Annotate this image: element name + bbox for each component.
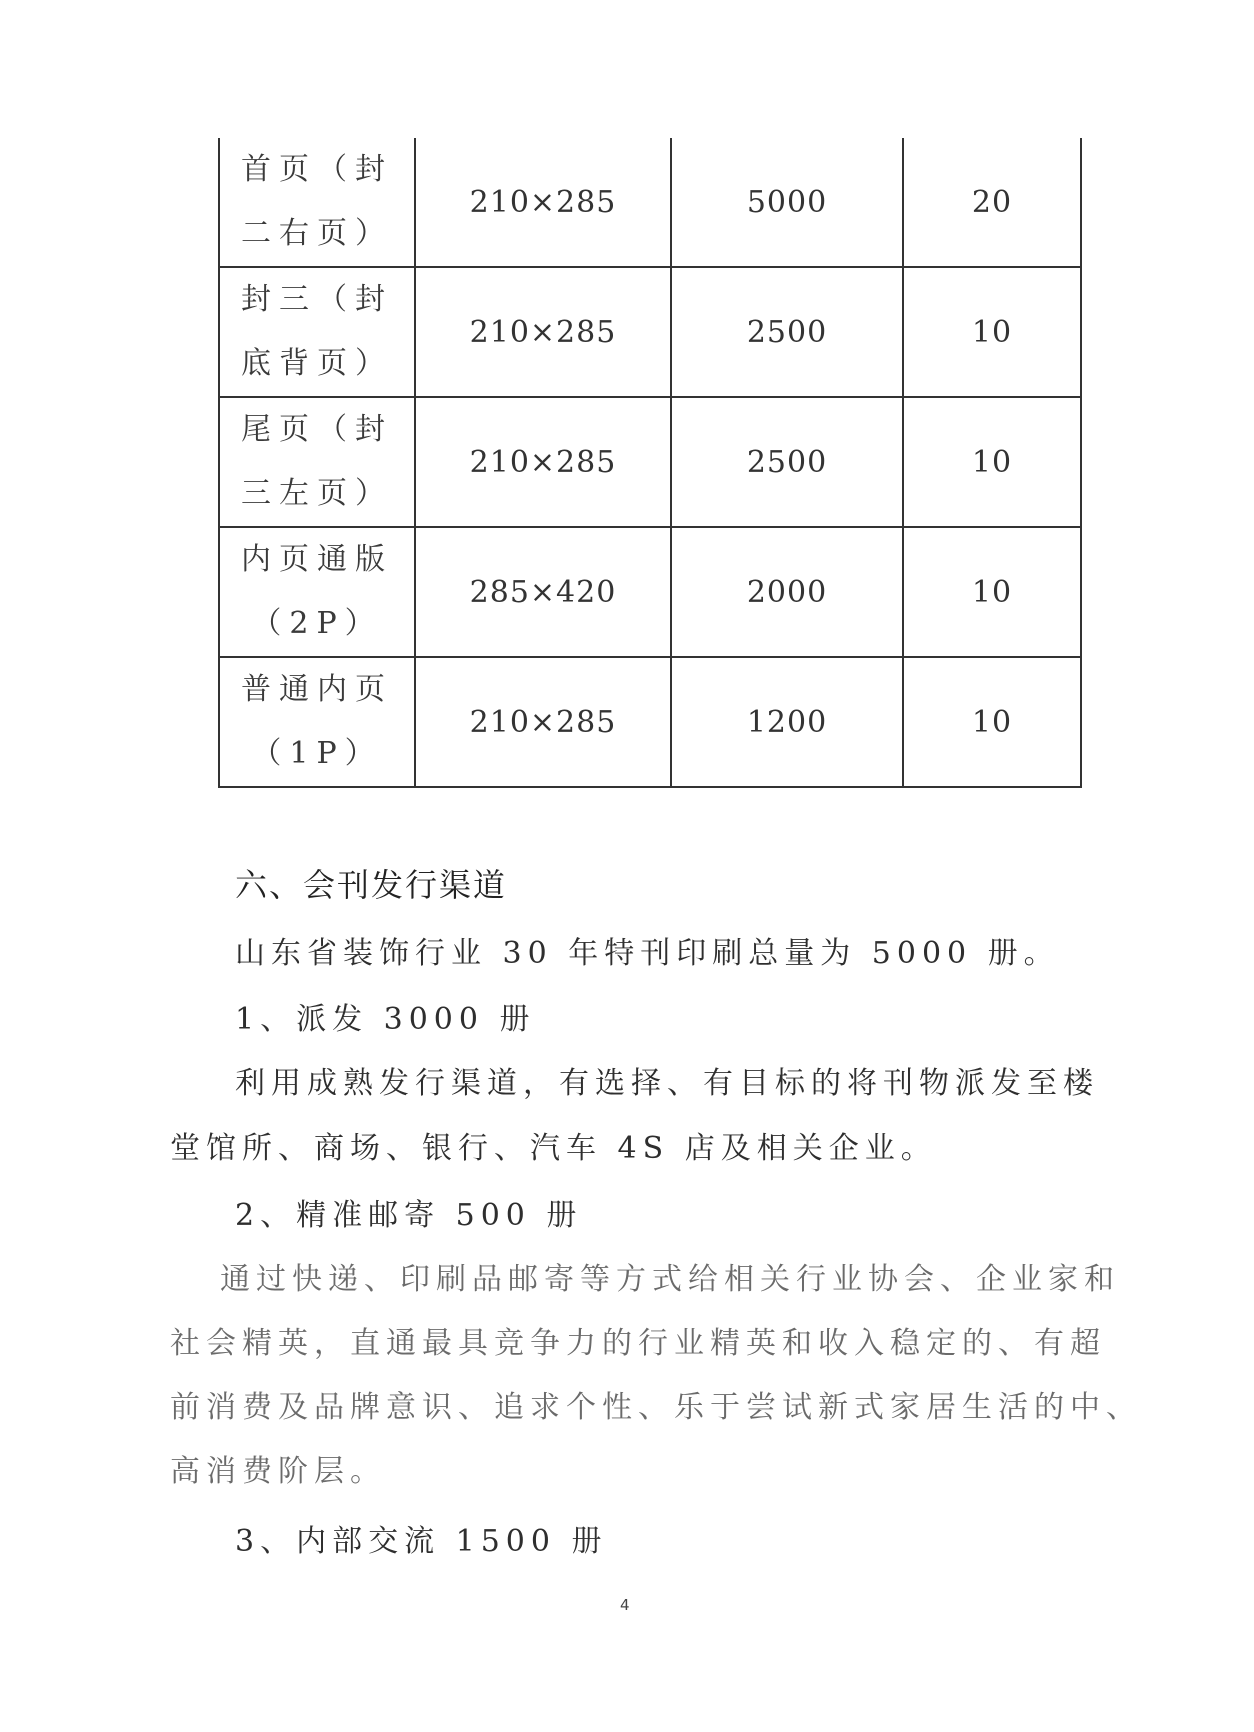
ad-size-cell: 210×285: [415, 657, 671, 787]
ad-size-cell: 210×285: [415, 138, 671, 267]
ad-quantity-cell: 10: [903, 397, 1081, 527]
ad-price-table: [218, 138, 1082, 788]
item1-heading: 1、派发 3000 册: [235, 1002, 536, 1037]
ad-price-cell: 5000: [671, 138, 903, 267]
item3-heading: 3、内部交流 1500 册: [235, 1524, 608, 1559]
item2-text-line: 前消费及品牌意识、追求个性、乐于尝试新式家居生活的中、: [170, 1390, 1142, 1425]
table-row: [219, 138, 1081, 267]
ad-price-cell: 1200: [671, 657, 903, 787]
item2-text-line: 社会精英，直通最具竞争力的行业精英和收入稳定的、有超: [170, 1326, 1106, 1361]
ad-price-cell: 2500: [671, 397, 903, 527]
ad-position-cell: 首页（封二右页）: [219, 138, 415, 267]
ad-quantity-cell: 10: [903, 527, 1081, 657]
ad-quantity-cell: 10: [903, 657, 1081, 787]
page-number: 4: [620, 1596, 630, 1614]
ad-position-cell: 内页通版（2P）: [219, 527, 415, 657]
item1-text-line: 利用成熟发行渠道，有选择、有目标的将刊物派发至楼: [235, 1066, 1099, 1101]
ad-price-cell: 2000: [671, 527, 903, 657]
table-row: [219, 657, 1081, 787]
ad-size-cell: 210×285: [415, 397, 671, 527]
item2-text-line: 通过快递、印刷品邮寄等方式给相关行业协会、企业家和: [220, 1262, 1120, 1297]
table-row: [219, 527, 1081, 657]
section-heading: 六、会刊发行渠道: [235, 866, 508, 904]
item2-text-line: 高消费阶层。: [170, 1454, 386, 1489]
item2-heading: 2、精准邮寄 500 册: [235, 1198, 583, 1233]
ad-size-cell: 285×420: [415, 527, 671, 657]
ad-size-cell: 210×285: [415, 267, 671, 397]
ad-position-cell: 封三（封底背页）: [219, 267, 415, 397]
item1-text-line: 堂馆所、商场、银行、汽车 4S 店及相关企业。: [170, 1131, 937, 1166]
ad-position-cell: 普通内页（1P）: [219, 657, 415, 787]
table-row: [219, 397, 1081, 527]
ad-quantity-cell: 10: [903, 267, 1081, 397]
table-row: [219, 267, 1081, 397]
ad-quantity-cell: 20: [903, 138, 1081, 267]
ad-price-cell: 2500: [671, 267, 903, 397]
ad-position-cell: 尾页（封三左页）: [219, 397, 415, 527]
intro-paragraph: 山东省装饰行业 30 年特刊印刷总量为 5000 册。: [235, 936, 1060, 971]
